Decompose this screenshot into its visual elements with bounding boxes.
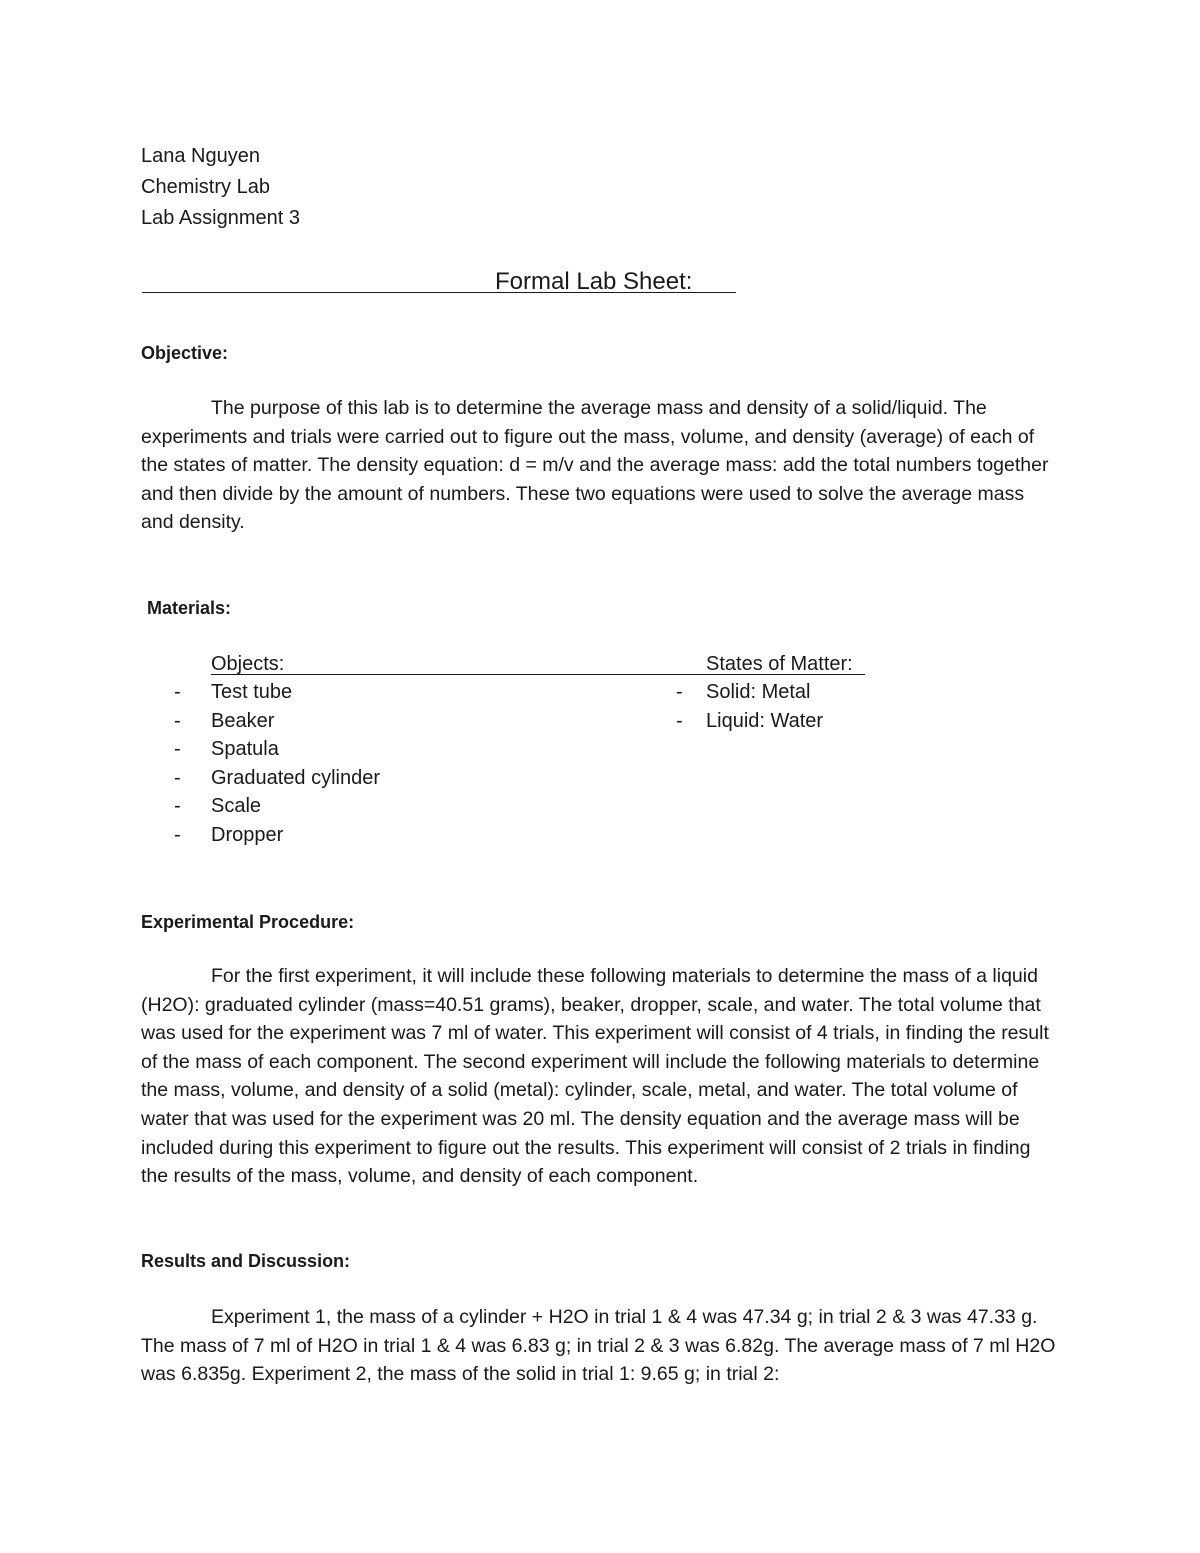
results-paragraph: [141, 1303, 1061, 1389]
list-bullet: -: [174, 795, 181, 817]
list-bullet: -: [676, 681, 683, 703]
results-text: Experiment 1, the mass of a cylinder + H2O in trial 1 & 4 was 47.34 g; in trial 2 & 3 was 47.33 g. The mass of 7 ml of H2O in trial 1 & 4 was 6.83 g; in trial 2 & 3 was 6.82g. The average mass of 7 ml H2O was 6.835g. Experiment 2, the mass of the solid in trial 1: 9.65 g; in trial 2:: [141, 1306, 1056, 1386]
procedure-paragraph: [141, 962, 1061, 1191]
page-title: Formal Lab Sheet:: [495, 268, 693, 295]
object-item: Beaker: [211, 710, 275, 732]
state-item: Solid: Metal: [706, 681, 811, 703]
assignment-name: Lab Assignment 3: [141, 207, 300, 229]
objects-column-header: Objects:: [211, 653, 285, 675]
list-bullet: -: [174, 681, 181, 703]
object-item: Spatula: [211, 738, 279, 760]
objective-heading: Objective:: [141, 343, 229, 363]
procedure-heading: Experimental Procedure:: [141, 912, 355, 932]
object-item: Scale: [211, 795, 262, 817]
list-bullet: -: [174, 710, 181, 732]
list-bullet: -: [174, 767, 181, 789]
states-column-header: States of Matter:: [706, 653, 853, 675]
object-item: Dropper: [211, 824, 284, 846]
objective-text: The purpose of this lab is to determine the average mass and density of a solid/liquid. The experiments and trials were carried out to figure out the mass, volume, and density (average) of each of the states of matter. The density equation: d = m/v and the average mass: add the total numbers together and then divide by the amount of numbers. These two equations were used to solve the average mass and density.: [141, 397, 1049, 534]
author-name: Lana Nguyen: [141, 145, 260, 167]
list-bullet: -: [174, 824, 181, 846]
object-item: Test tube: [211, 681, 293, 703]
list-bullet: -: [174, 738, 181, 760]
list-bullet: -: [676, 710, 683, 732]
materials-heading: Materials:: [147, 598, 232, 618]
object-item: Graduated cylinder: [211, 767, 380, 789]
results-heading: Results and Discussion:: [141, 1251, 351, 1271]
course-name: Chemistry Lab: [141, 176, 270, 198]
procedure-text: For the first experiment, it will include these following materials to determine the mass of a liquid (H2O): graduated cylinder (mass=40.51 grams), beaker, dropper, scale, and water. The total volume that was used for the experiment was 7 ml of water. This experiment will consist of 4 trials, in finding the result of the mass of each component. The second experiment will include the following materials to determine the mass, volume, and density of a solid (metal): cylinder, scale, metal, and water. The total volume of water that was used for the experiment was 20 ml. The density equation and the average mass will be included during this experiment to figure out the results. This experiment will consist of 2 trials in finding the results of the mass, volume, and density of each component.: [141, 965, 1049, 1188]
state-item: Liquid: Water: [706, 710, 824, 732]
materials-underline: [211, 674, 865, 675]
objective-paragraph: [141, 394, 1061, 537]
